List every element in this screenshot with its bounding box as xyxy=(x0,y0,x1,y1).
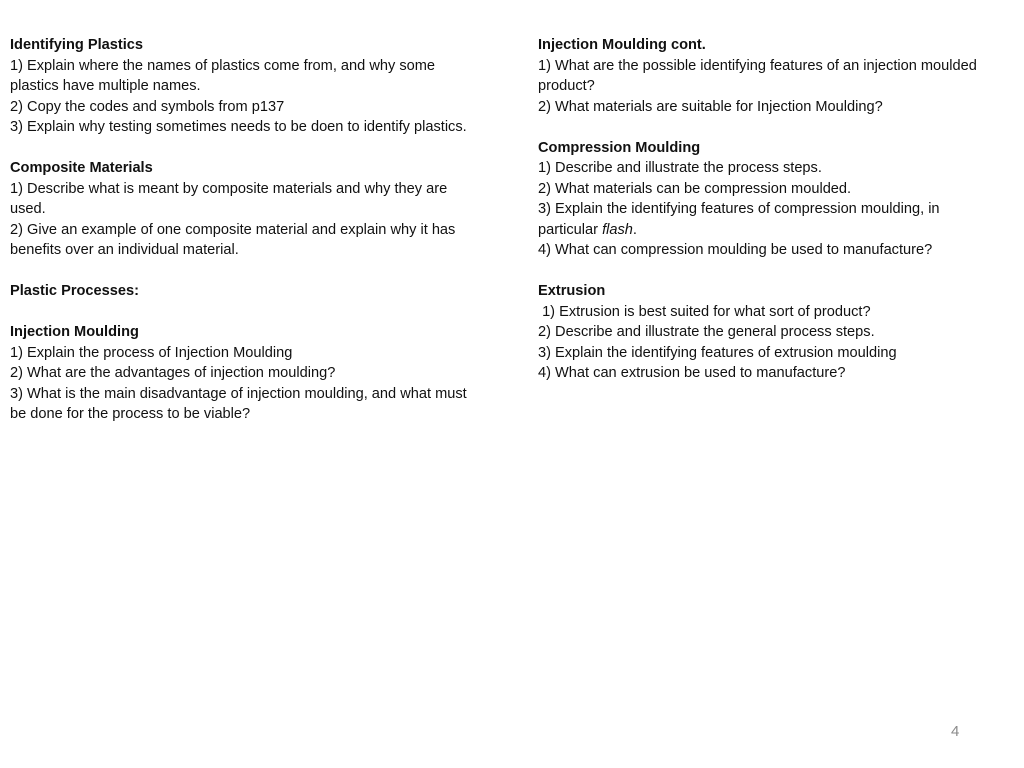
section-extrusion xyxy=(538,281,998,384)
section-compression-moulding xyxy=(538,138,998,261)
question-item: 2) What materials can be compression moulded. xyxy=(538,180,852,197)
question-item: 2) What materials are suitable for Injection Moulding? xyxy=(538,98,883,115)
question-item: 1) Extrusion is best suited for what sort of product? xyxy=(538,303,871,320)
question-item: 3) Explain the identifying features of extrusion moulding xyxy=(538,344,897,361)
section-plastic-processes xyxy=(10,281,480,302)
section-injection-moulding xyxy=(10,322,480,425)
section-heading: Composite Materials xyxy=(10,160,153,176)
question-item: 2) What are the advantages of injection moulding? xyxy=(10,365,336,381)
emphasis-term: flash xyxy=(602,221,633,238)
question-item: 4) What can extrusion be used to manufacture? xyxy=(538,365,846,381)
question-item: 2) Copy the codes and symbols from p137 xyxy=(10,98,285,115)
section-heading: Compression Moulding xyxy=(538,139,701,156)
section-heading: Plastic Processes: xyxy=(10,283,139,299)
question-item: 3) Explain why testing sometimes needs to be doen to identify plastics. xyxy=(10,119,467,135)
section-composite-materials xyxy=(10,158,480,261)
section-injection-moulding-cont xyxy=(538,35,998,117)
section-identifying-plastics xyxy=(10,35,480,138)
page-number: 4 xyxy=(951,723,960,740)
question-item: 2) Give an example of one composite material and explain why it has benefits over an individual material. xyxy=(10,221,456,258)
question-item: 1) Explain the process of Injection Moulding xyxy=(10,344,293,361)
question-item: 1) Describe what is meant by composite materials and why they are used. xyxy=(10,180,448,217)
question-text: 3) Explain the identifying features of compression moulding, in particular xyxy=(538,201,940,238)
section-heading: Injection Moulding xyxy=(10,324,139,340)
question-item xyxy=(538,199,998,240)
left-column xyxy=(10,35,480,445)
question-item: 3) What is the main disadvantage of injection moulding, and what must be done for the process to be viable? xyxy=(10,385,467,422)
section-heading: Identifying Plastics xyxy=(10,37,143,53)
section-heading: Injection Moulding cont. xyxy=(538,37,706,53)
question-item: 1) Explain where the names of plastics come from, and why some plastics have multiple names. xyxy=(10,57,436,94)
question-item: 4) What can compression moulding be used to manufacture? xyxy=(538,242,933,258)
question-item: 1) What are the possible identifying features of an injection moulded product? xyxy=(538,57,977,94)
right-column xyxy=(538,35,998,404)
question-item: 1) Describe and illustrate the process steps. xyxy=(538,160,822,176)
section-heading: Extrusion xyxy=(538,283,606,299)
question-text-end: . xyxy=(632,221,637,238)
question-item: 2) Describe and illustrate the general process steps. xyxy=(538,324,875,340)
